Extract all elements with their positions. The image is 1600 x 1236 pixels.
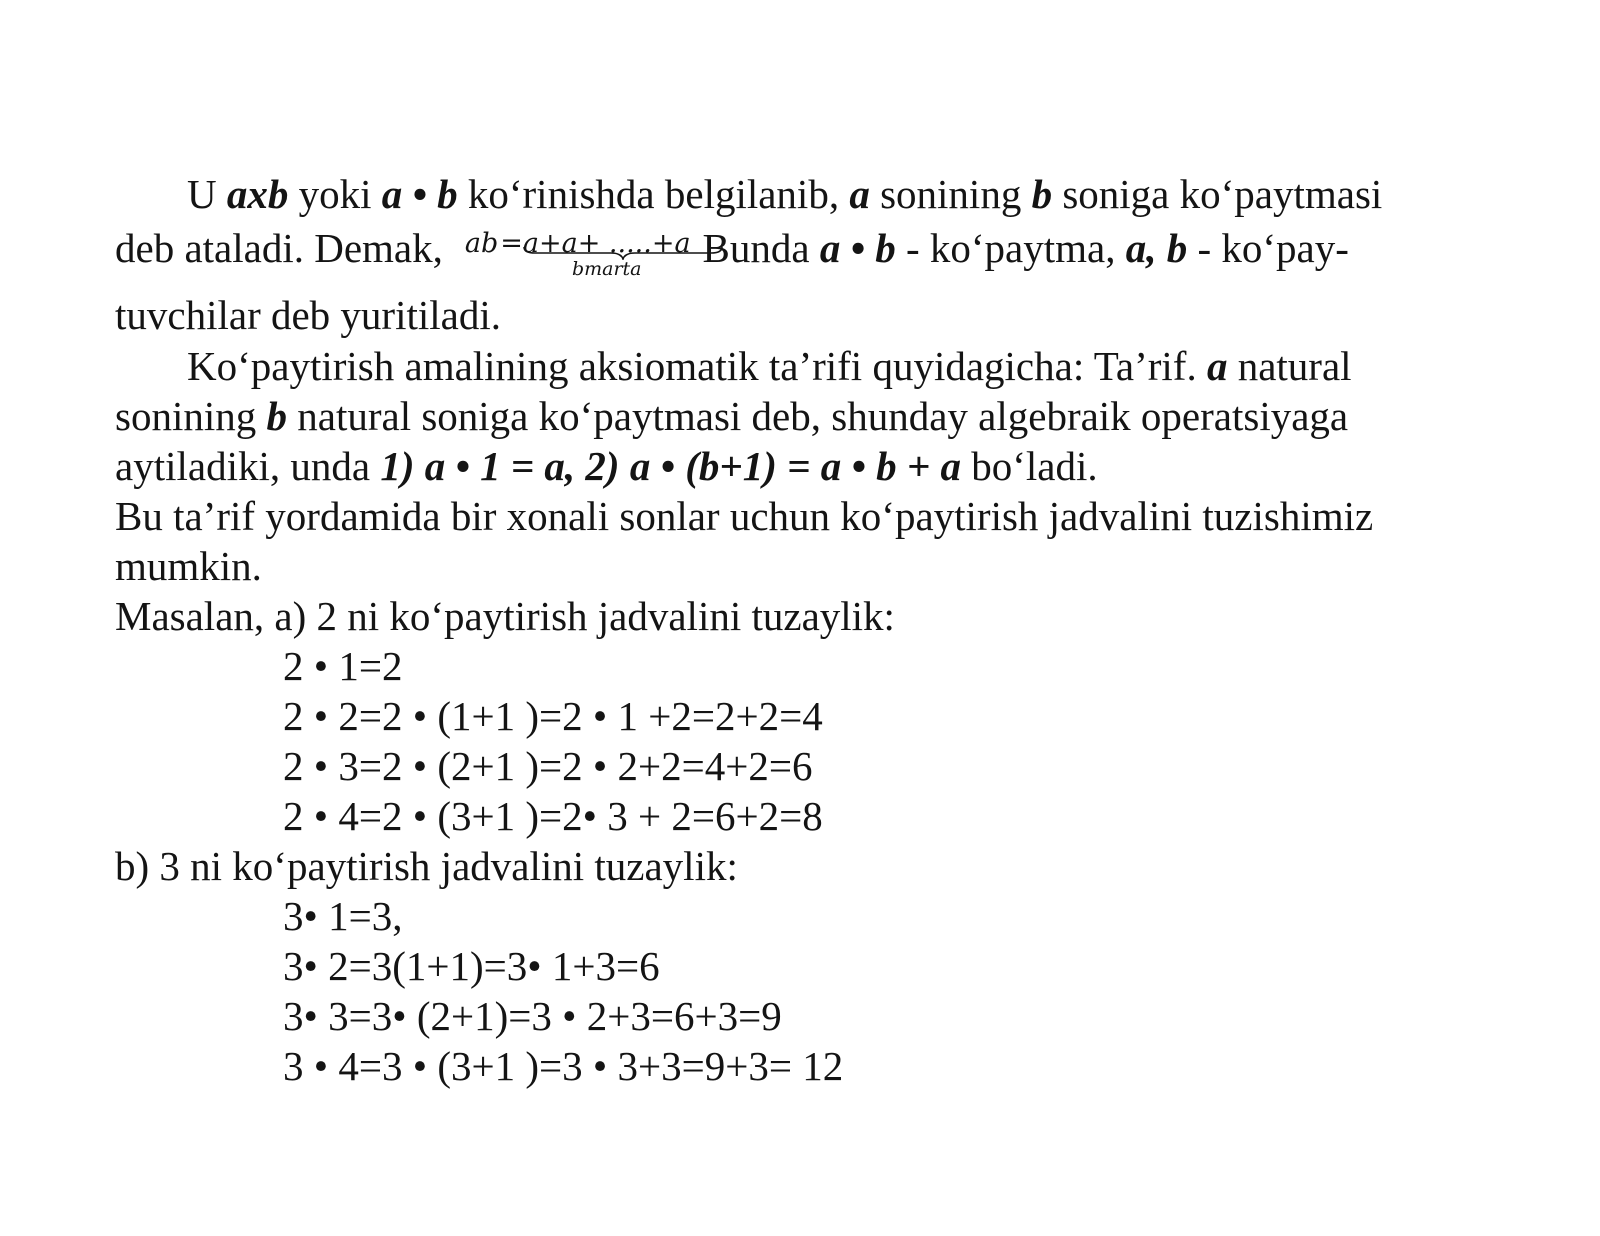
text-line: deb ataladi. Demak, ab=a+a+ .....+a bmarta Bunda a • b - ko‘paytma, a, b - ko‘pay- [115,219,1495,290]
bold-term: b [1031,171,1053,217]
example-a [115,591,1495,841]
text-line: U axb yoki a • b ko‘rinishda belgilanib, a sonining b soniga ko‘paytmasi [187,171,1383,217]
formula-sum: a+a+ .....+a bmarta [523,219,691,269]
equation-line: 2 • 2=2 • (1+1 )=2 • 1 +2=2+2=4 [283,693,823,739]
paragraph-definition [115,169,1495,340]
text-line: Ko‘paytirish amalining aksiomatik ta’rifi quyidagicha: Ta’rif. a natural [187,343,1352,389]
equation-line: 2 • 4=2 • (3+1 )=2• 3 + 2=6+2=8 [283,793,823,839]
equation-line: 3• 3=3• (2+1)=3 • 2+3=6+3=9 [283,993,782,1039]
bold-term: a • b [381,171,458,217]
example-heading: b) 3 ni ko‘paytirish jadvalini tuzaylik: [115,843,738,889]
underbrace-formula: ab=a+a+ .....+a bmarta [465,219,691,269]
equation-line: 2 • 1=2 [283,643,403,689]
equation-line: 2 • 3=2 • (2+1 )=2 • 2+2=4+2=6 [283,743,813,789]
example-heading: Masalan, a) 2 ni ko‘paytirish jadvalini tuzaylik: [115,593,895,639]
formula-underbrace-label: bmarta [571,258,642,280]
bold-term: axb [226,171,289,217]
bold-term: a [849,171,870,217]
text-line: tuvchilar deb yuritiladi. [115,292,501,338]
equation-line: 3• 2=3(1+1)=3• 1+3=6 [283,943,660,989]
text-line: sonining b natural soniga ko‘paytmasi deb, shunday algebraik operatsiyaga [115,393,1349,439]
axiom-formulas: 1) a • 1 = a, 2) a • (b+1) = a • b + a [380,443,961,489]
example-b [115,841,1495,1091]
equation-line: 3 • 4=3 • (3+1 )=3 • 3+3=9+3= 12 [283,1043,844,1089]
text-line: mumkin. [115,543,262,589]
paragraph-axiomatic-definition [115,341,1495,591]
bold-term: b [266,393,287,439]
equation-line: 3• 1=3, [283,893,403,939]
bold-term: a • b [819,225,896,271]
bold-term: a, b [1125,225,1188,271]
bold-term: a [1206,343,1228,389]
text-line: Bu ta’rif yordamida bir xonali sonlar uchun ko‘paytirish jadvalini tuzishimiz [115,493,1374,539]
text-line: aytiladiki, unda 1) a • 1 = a, 2) a • (b+1) = a • b + a bo‘ladi. [115,443,1098,489]
